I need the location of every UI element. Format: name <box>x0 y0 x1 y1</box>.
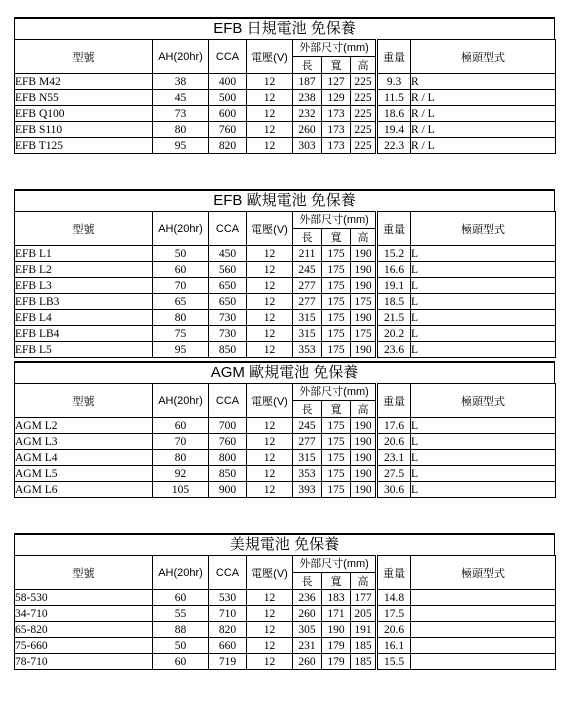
cell-ah: 70 <box>153 434 209 450</box>
cell-cca: 850 <box>209 466 247 482</box>
cell-width: 175 <box>322 262 351 278</box>
cell-ah: 80 <box>153 450 209 466</box>
cell-width: 175 <box>322 434 351 450</box>
cell-terminal: L <box>411 466 556 482</box>
cell-width: 175 <box>322 482 351 498</box>
table-row <box>15 246 556 262</box>
cell-length: 231 <box>293 638 322 654</box>
cell-width: 175 <box>322 450 351 466</box>
cell-voltage: 12 <box>247 294 293 310</box>
cell-model: 58-530 <box>15 590 153 606</box>
cell-model: AGM L5 <box>15 466 153 482</box>
cell-model: AGM L3 <box>15 434 153 450</box>
table-row <box>15 622 556 638</box>
cell-cca: 710 <box>209 606 247 622</box>
section-title: AGM 歐規電池 免保養 <box>14 361 555 383</box>
header-model: 型號 <box>15 556 153 590</box>
cell-length: 315 <box>293 326 322 342</box>
cell-ah: 55 <box>153 606 209 622</box>
cell-height: 225 <box>351 90 377 106</box>
table-row <box>15 466 556 482</box>
cell-model: EFB N55 <box>15 90 153 106</box>
cell-length: 277 <box>293 294 322 310</box>
cell-ah: 45 <box>153 90 209 106</box>
cell-voltage: 12 <box>247 418 293 434</box>
cell-weight: 18.6 <box>377 106 411 122</box>
cell-weight: 15.5 <box>377 654 411 670</box>
cell-voltage: 12 <box>247 246 293 262</box>
cell-cca: 700 <box>209 418 247 434</box>
cell-voltage: 12 <box>247 434 293 450</box>
cell-weight: 14.8 <box>377 590 411 606</box>
cell-ah: 50 <box>153 638 209 654</box>
cell-terminal: R / L <box>411 106 556 122</box>
cell-terminal <box>411 654 556 670</box>
cell-height: 175 <box>351 294 377 310</box>
header-width: 寬 <box>322 573 351 590</box>
section-title: 美規電池 免保養 <box>14 533 555 555</box>
cell-terminal: L <box>411 326 556 342</box>
cell-cca: 760 <box>209 434 247 450</box>
cell-weight: 27.5 <box>377 466 411 482</box>
spec-table <box>14 211 556 358</box>
header-terminal: 極頭型式 <box>411 40 556 74</box>
cell-weight: 20.6 <box>377 434 411 450</box>
cell-terminal: L <box>411 262 556 278</box>
cell-model: EFB L3 <box>15 278 153 294</box>
header-external-size: 外部尺寸(mm) <box>293 556 377 573</box>
cell-length: 305 <box>293 622 322 638</box>
cell-ah: 73 <box>153 106 209 122</box>
cell-width: 190 <box>322 622 351 638</box>
cell-cca: 600 <box>209 106 247 122</box>
cell-voltage: 12 <box>247 138 293 154</box>
cell-model: 75-660 <box>15 638 153 654</box>
cell-voltage: 12 <box>247 74 293 90</box>
cell-voltage: 12 <box>247 466 293 482</box>
table-row <box>15 590 556 606</box>
cell-cca: 800 <box>209 450 247 466</box>
cell-weight: 23.1 <box>377 450 411 466</box>
cell-cca: 900 <box>209 482 247 498</box>
cell-length: 393 <box>293 482 322 498</box>
cell-length: 211 <box>293 246 322 262</box>
cell-voltage: 12 <box>247 326 293 342</box>
header-model: 型號 <box>15 212 153 246</box>
cell-voltage: 12 <box>247 622 293 638</box>
cell-length: 245 <box>293 418 322 434</box>
cell-height: 190 <box>351 418 377 434</box>
cell-width: 175 <box>322 246 351 262</box>
cell-width: 173 <box>322 106 351 122</box>
cell-weight: 20.6 <box>377 622 411 638</box>
cell-voltage: 12 <box>247 590 293 606</box>
cell-terminal: R / L <box>411 138 556 154</box>
cell-length: 245 <box>293 262 322 278</box>
cell-model: 34-710 <box>15 606 153 622</box>
cell-weight: 16.6 <box>377 262 411 278</box>
header-terminal: 極頭型式 <box>411 556 556 590</box>
cell-model: EFB T125 <box>15 138 153 154</box>
spec-section <box>14 189 555 361</box>
cell-model: EFB LB3 <box>15 294 153 310</box>
table-row <box>15 122 556 138</box>
cell-height: 190 <box>351 342 377 358</box>
cell-model: EFB L4 <box>15 310 153 326</box>
cell-cca: 730 <box>209 310 247 326</box>
header-width: 寬 <box>322 229 351 246</box>
table-row <box>15 310 556 326</box>
cell-model: EFB L5 <box>15 342 153 358</box>
cell-terminal <box>411 590 556 606</box>
cell-cca: 820 <box>209 622 247 638</box>
cell-voltage: 12 <box>247 262 293 278</box>
header-ah: AH(20hr) <box>153 40 209 74</box>
cell-height: 190 <box>351 310 377 326</box>
cell-width: 175 <box>322 326 351 342</box>
cell-voltage: 12 <box>247 450 293 466</box>
cell-width: 175 <box>322 278 351 294</box>
cell-cca: 820 <box>209 138 247 154</box>
header-length: 長 <box>293 573 322 590</box>
cell-cca: 730 <box>209 326 247 342</box>
cell-voltage: 12 <box>247 482 293 498</box>
cell-length: 232 <box>293 106 322 122</box>
header-external-size: 外部尺寸(mm) <box>293 384 377 401</box>
header-terminal: 極頭型式 <box>411 212 556 246</box>
header-width: 寬 <box>322 57 351 74</box>
cell-height: 225 <box>351 122 377 138</box>
cell-terminal: R / L <box>411 122 556 138</box>
cell-terminal: L <box>411 482 556 498</box>
header-width: 寬 <box>322 401 351 418</box>
header-height: 高 <box>351 57 377 74</box>
header-length: 長 <box>293 57 322 74</box>
header-cca: CCA <box>209 212 247 246</box>
cell-model: EFB L2 <box>15 262 153 278</box>
cell-height: 225 <box>351 74 377 90</box>
table-row <box>15 326 556 342</box>
spec-section <box>14 361 555 533</box>
header-cca: CCA <box>209 556 247 590</box>
cell-length: 277 <box>293 434 322 450</box>
table-row <box>15 138 556 154</box>
header-ah: AH(20hr) <box>153 212 209 246</box>
cell-length: 236 <box>293 590 322 606</box>
cell-weight: 19.4 <box>377 122 411 138</box>
spec-table <box>14 39 556 154</box>
cell-ah: 80 <box>153 122 209 138</box>
table-row <box>15 638 556 654</box>
header-cca: CCA <box>209 384 247 418</box>
cell-height: 205 <box>351 606 377 622</box>
cell-length: 260 <box>293 606 322 622</box>
table-row <box>15 450 556 466</box>
header-voltage: 電壓(V) <box>247 40 293 74</box>
cell-voltage: 12 <box>247 278 293 294</box>
cell-ah: 60 <box>153 418 209 434</box>
cell-cca: 560 <box>209 262 247 278</box>
cell-width: 171 <box>322 606 351 622</box>
cell-length: 238 <box>293 90 322 106</box>
header-length: 長 <box>293 401 322 418</box>
cell-width: 127 <box>322 74 351 90</box>
cell-terminal: L <box>411 418 556 434</box>
cell-height: 185 <box>351 638 377 654</box>
cell-weight: 20.2 <box>377 326 411 342</box>
cell-ah: 88 <box>153 622 209 638</box>
cell-terminal: L <box>411 294 556 310</box>
cell-weight: 15.2 <box>377 246 411 262</box>
cell-voltage: 12 <box>247 342 293 358</box>
section-title: EFB 日規電池 免保養 <box>14 17 555 39</box>
cell-height: 190 <box>351 262 377 278</box>
header-weight: 重量 <box>377 40 411 74</box>
spec-section <box>14 17 555 189</box>
cell-voltage: 12 <box>247 90 293 106</box>
cell-height: 190 <box>351 434 377 450</box>
cell-cca: 450 <box>209 246 247 262</box>
cell-weight: 17.5 <box>377 606 411 622</box>
cell-height: 177 <box>351 590 377 606</box>
cell-voltage: 12 <box>247 310 293 326</box>
cell-weight: 23.6 <box>377 342 411 358</box>
cell-ah: 60 <box>153 590 209 606</box>
cell-ah: 65 <box>153 294 209 310</box>
table-row <box>15 342 556 358</box>
cell-length: 353 <box>293 466 322 482</box>
cell-weight: 16.1 <box>377 638 411 654</box>
cell-weight: 21.5 <box>377 310 411 326</box>
header-weight: 重量 <box>377 212 411 246</box>
cell-model: AGM L4 <box>15 450 153 466</box>
cell-voltage: 12 <box>247 606 293 622</box>
cell-length: 303 <box>293 138 322 154</box>
cell-height: 225 <box>351 138 377 154</box>
cell-weight: 9.3 <box>377 74 411 90</box>
cell-ah: 80 <box>153 310 209 326</box>
cell-width: 179 <box>322 654 351 670</box>
cell-cca: 400 <box>209 74 247 90</box>
cell-terminal: L <box>411 310 556 326</box>
cell-length: 315 <box>293 310 322 326</box>
cell-voltage: 12 <box>247 638 293 654</box>
header-weight: 重量 <box>377 384 411 418</box>
cell-ah: 60 <box>153 654 209 670</box>
cell-cca: 660 <box>209 638 247 654</box>
spec-section <box>14 533 555 704</box>
cell-length: 277 <box>293 278 322 294</box>
battery-spec-sheet <box>14 17 555 704</box>
cell-ah: 105 <box>153 482 209 498</box>
cell-terminal <box>411 606 556 622</box>
cell-width: 175 <box>322 310 351 326</box>
cell-height: 190 <box>351 278 377 294</box>
cell-height: 225 <box>351 106 377 122</box>
cell-width: 183 <box>322 590 351 606</box>
cell-width: 173 <box>322 138 351 154</box>
cell-voltage: 12 <box>247 654 293 670</box>
cell-terminal: L <box>411 434 556 450</box>
header-weight: 重量 <box>377 556 411 590</box>
cell-terminal <box>411 622 556 638</box>
spec-table <box>14 383 556 498</box>
header-ah: AH(20hr) <box>153 556 209 590</box>
cell-height: 190 <box>351 466 377 482</box>
cell-height: 190 <box>351 482 377 498</box>
table-row <box>15 434 556 450</box>
cell-cca: 650 <box>209 278 247 294</box>
cell-width: 129 <box>322 90 351 106</box>
cell-terminal: L <box>411 450 556 466</box>
cell-terminal: L <box>411 278 556 294</box>
header-voltage: 電壓(V) <box>247 212 293 246</box>
header-external-size: 外部尺寸(mm) <box>293 40 377 57</box>
cell-weight: 18.5 <box>377 294 411 310</box>
cell-terminal: R / L <box>411 90 556 106</box>
table-row <box>15 278 556 294</box>
cell-model: EFB Q100 <box>15 106 153 122</box>
cell-ah: 38 <box>153 74 209 90</box>
cell-terminal <box>411 638 556 654</box>
cell-terminal: R <box>411 74 556 90</box>
cell-cca: 760 <box>209 122 247 138</box>
header-model: 型號 <box>15 384 153 418</box>
cell-width: 173 <box>322 122 351 138</box>
cell-ah: 95 <box>153 138 209 154</box>
cell-ah: 50 <box>153 246 209 262</box>
table-row <box>15 74 556 90</box>
header-height: 高 <box>351 401 377 418</box>
cell-length: 315 <box>293 450 322 466</box>
cell-model: EFB LB4 <box>15 326 153 342</box>
spec-table <box>14 555 556 670</box>
cell-height: 175 <box>351 326 377 342</box>
cell-cca: 850 <box>209 342 247 358</box>
header-voltage: 電壓(V) <box>247 556 293 590</box>
cell-terminal: L <box>411 246 556 262</box>
cell-ah: 92 <box>153 466 209 482</box>
cell-weight: 19.1 <box>377 278 411 294</box>
cell-weight: 17.6 <box>377 418 411 434</box>
table-row <box>15 262 556 278</box>
cell-height: 191 <box>351 622 377 638</box>
cell-width: 175 <box>322 466 351 482</box>
cell-voltage: 12 <box>247 122 293 138</box>
cell-ah: 95 <box>153 342 209 358</box>
header-terminal: 極頭型式 <box>411 384 556 418</box>
cell-length: 353 <box>293 342 322 358</box>
table-row <box>15 294 556 310</box>
cell-terminal: L <box>411 342 556 358</box>
header-height: 高 <box>351 229 377 246</box>
cell-model: 78-710 <box>15 654 153 670</box>
cell-cca: 719 <box>209 654 247 670</box>
cell-model: AGM L6 <box>15 482 153 498</box>
cell-length: 187 <box>293 74 322 90</box>
section-title: EFB 歐規電池 免保養 <box>14 189 555 211</box>
cell-width: 179 <box>322 638 351 654</box>
cell-model: 65-820 <box>15 622 153 638</box>
cell-cca: 500 <box>209 90 247 106</box>
header-model: 型號 <box>15 40 153 74</box>
cell-weight: 11.5 <box>377 90 411 106</box>
cell-weight: 30.6 <box>377 482 411 498</box>
cell-height: 190 <box>351 450 377 466</box>
cell-voltage: 12 <box>247 106 293 122</box>
header-length: 長 <box>293 229 322 246</box>
cell-width: 175 <box>322 418 351 434</box>
cell-cca: 530 <box>209 590 247 606</box>
table-row <box>15 90 556 106</box>
table-row <box>15 482 556 498</box>
cell-cca: 650 <box>209 294 247 310</box>
table-row <box>15 106 556 122</box>
header-cca: CCA <box>209 40 247 74</box>
cell-ah: 70 <box>153 278 209 294</box>
header-ah: AH(20hr) <box>153 384 209 418</box>
cell-model: EFB S110 <box>15 122 153 138</box>
table-row <box>15 654 556 670</box>
cell-ah: 60 <box>153 262 209 278</box>
cell-width: 175 <box>322 342 351 358</box>
cell-length: 260 <box>293 122 322 138</box>
cell-weight: 22.3 <box>377 138 411 154</box>
cell-height: 185 <box>351 654 377 670</box>
cell-width: 175 <box>322 294 351 310</box>
cell-height: 190 <box>351 246 377 262</box>
table-row <box>15 418 556 434</box>
cell-ah: 75 <box>153 326 209 342</box>
cell-model: EFB L1 <box>15 246 153 262</box>
table-row <box>15 606 556 622</box>
header-height: 高 <box>351 573 377 590</box>
header-voltage: 電壓(V) <box>247 384 293 418</box>
cell-model: EFB M42 <box>15 74 153 90</box>
header-external-size: 外部尺寸(mm) <box>293 212 377 229</box>
cell-model: AGM L2 <box>15 418 153 434</box>
cell-length: 260 <box>293 654 322 670</box>
